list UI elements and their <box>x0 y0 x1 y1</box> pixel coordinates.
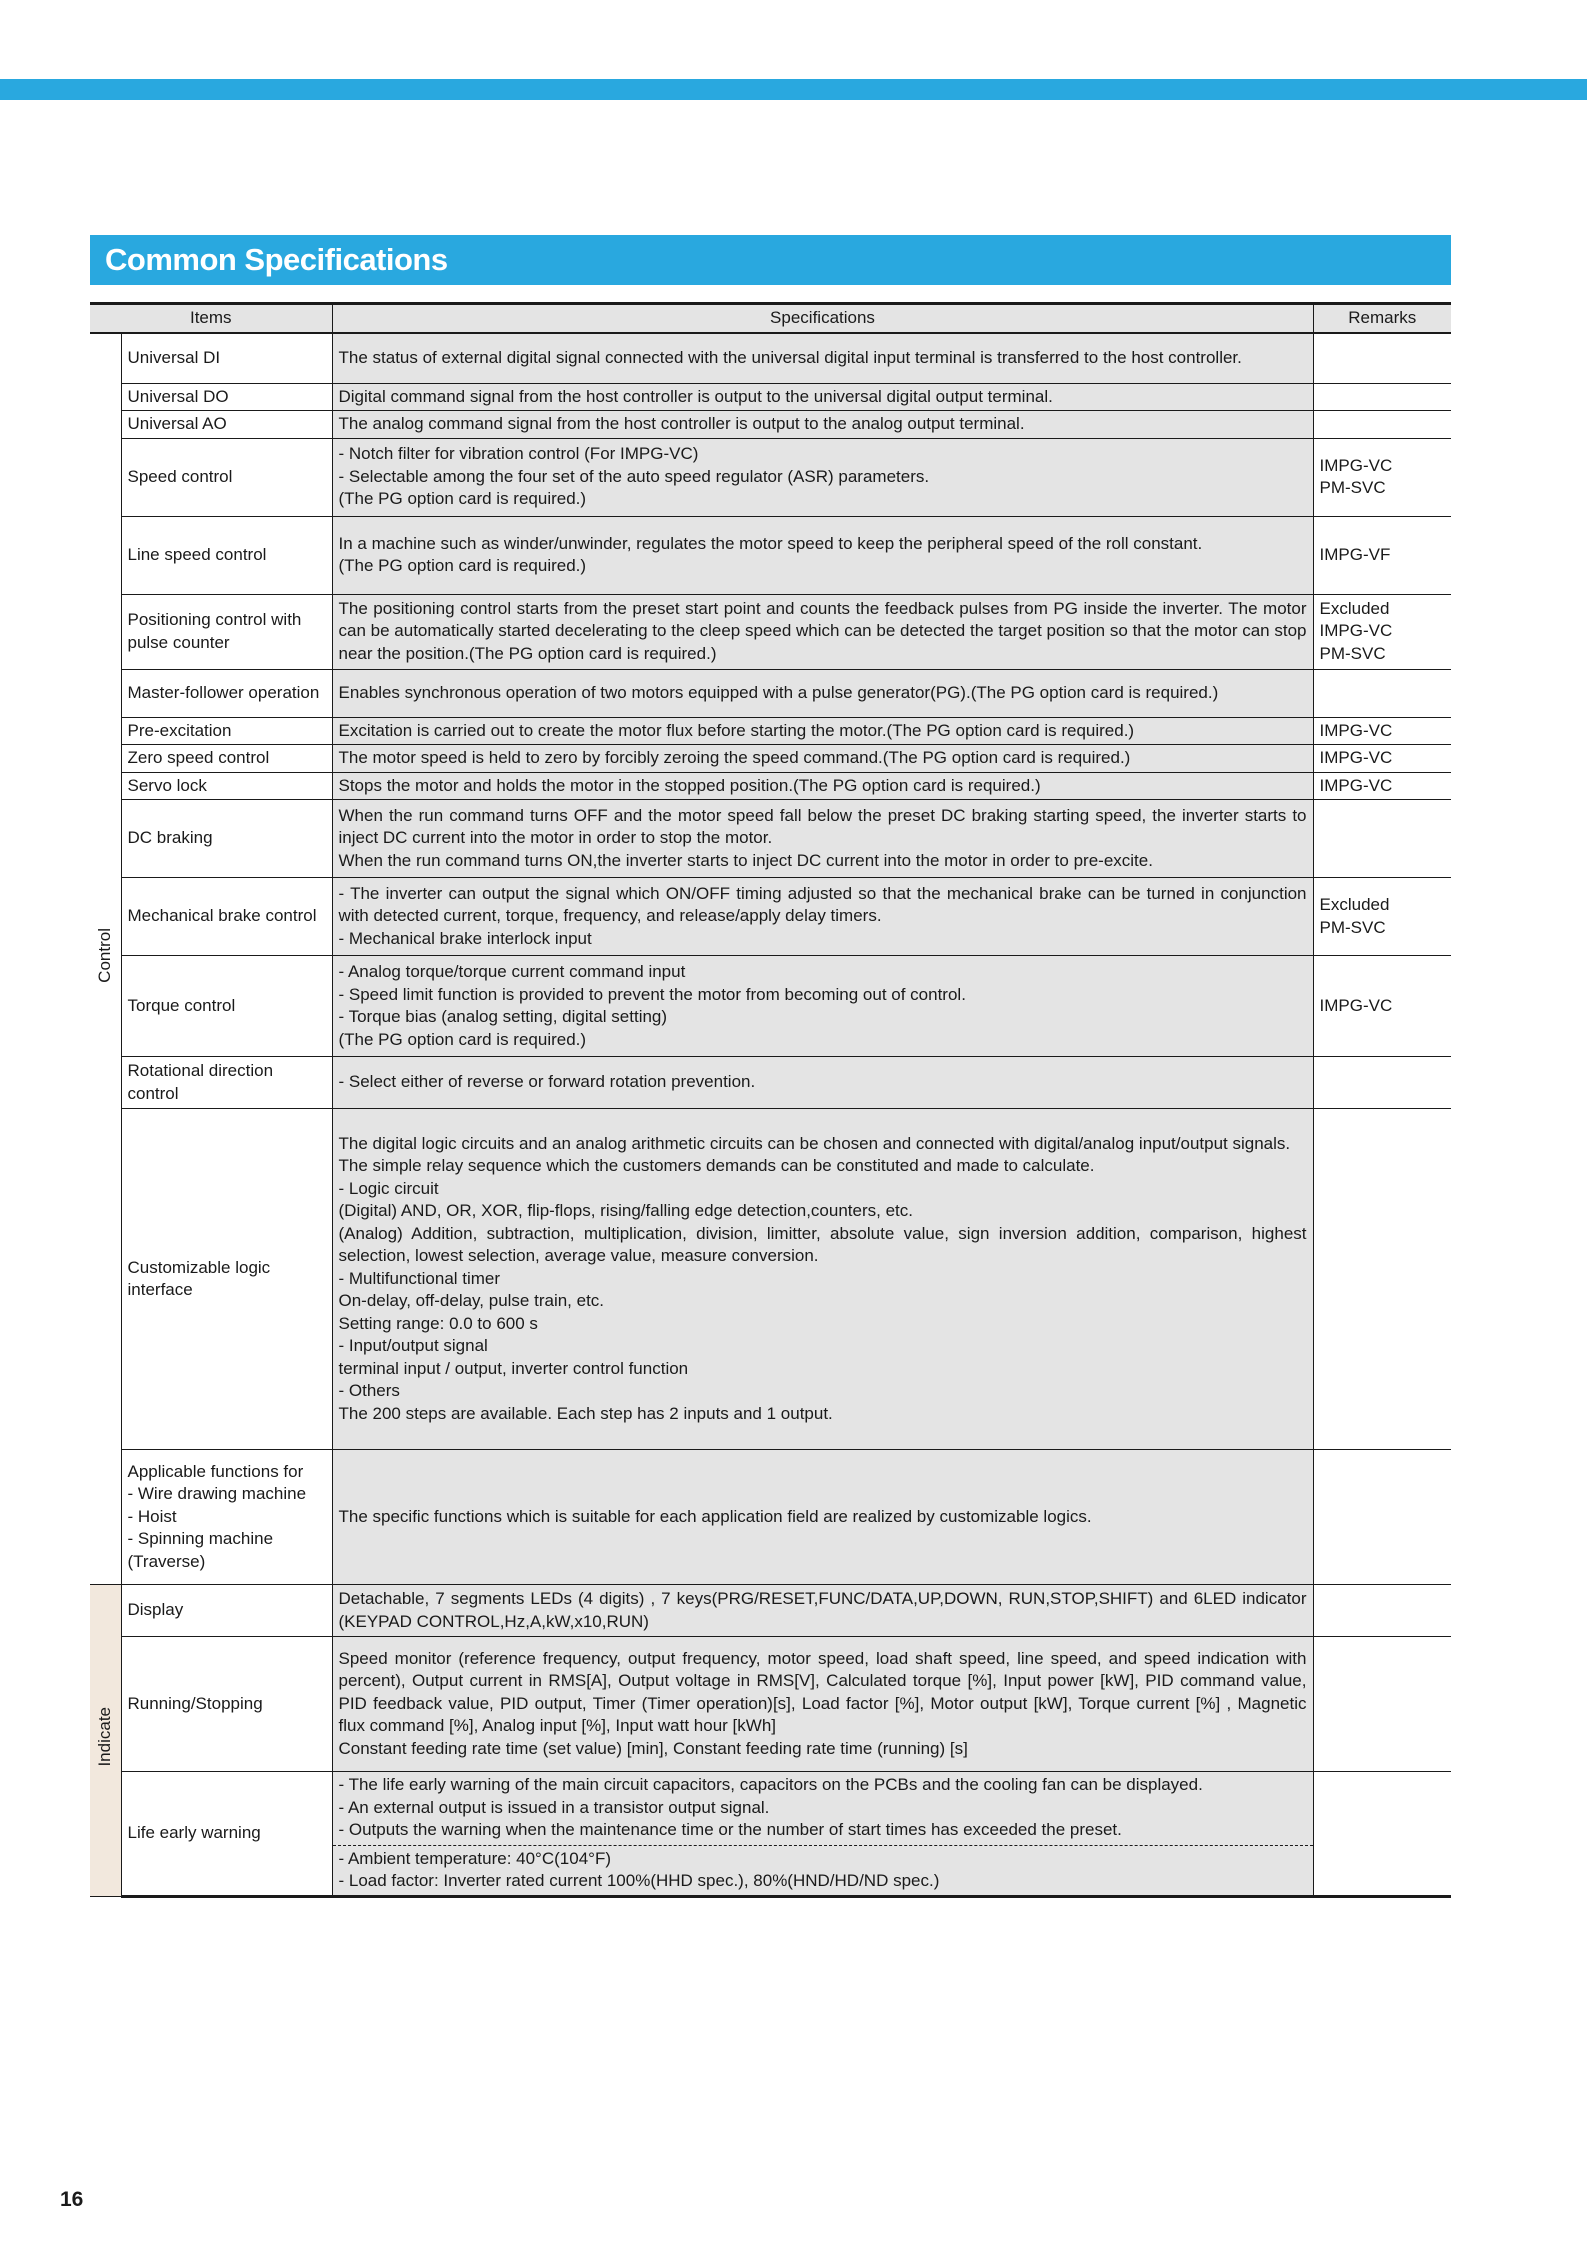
spec-cell <box>332 1109 1313 1450</box>
item-cell: Pre-excitation <box>121 717 332 745</box>
table-row <box>90 1772 1451 1897</box>
spec-line: When the run command turns OFF and the motor speed fall below the preset DC braking starting speed, the inverter starts to inject DC current into the motor in order to stop the motor. <box>338 805 1307 848</box>
spec-line: When the run command turns ON,the inverter starts to inject DC current into the motor in order to pre-excite. <box>338 850 1153 870</box>
spec-cell <box>332 594 1313 669</box>
table-row <box>90 594 1451 669</box>
spec-line: On-delay, off-delay, pulse train, etc. <box>338 1291 605 1311</box>
specifications-table <box>90 302 1451 1898</box>
spec-line: - Input/output signal <box>338 1336 488 1356</box>
spec-line: (The PG option card is required.) <box>338 556 587 575</box>
spec-line: - Selectable among the four set of the auto speed regulator (ASR) parameters. <box>338 466 930 486</box>
remarks-cell <box>1313 1450 1451 1585</box>
spec-line: (The PG option card is required.) <box>338 489 587 509</box>
spec-line: The digital logic circuits and an analog arithmetic circuits can be chosen and connected with digital/analog input/output signals. <box>338 1133 1291 1153</box>
spec-line: The status of external digital signal connected with the universal digital input terminal is transferred to the host controller. <box>338 348 1242 367</box>
table-row <box>90 956 1451 1057</box>
spec-line: Constant feeding rate time (set value) [min], Constant feeding rate time (running) [s] <box>338 1738 968 1758</box>
spec-line: - Torque bias (analog setting, digital setting) <box>338 1007 668 1026</box>
item-cell: Master-follower operation <box>121 669 332 717</box>
spec-line: - Load factor: Inverter rated current 100%(HHD spec.), 80%(HND/HD/ND spec.) <box>338 1871 940 1890</box>
spec-cell <box>332 1450 1313 1585</box>
spec-line: - The inverter can output the signal which ON/OFF timing adjusted so that the mechanical brake can be turned in conjunction with detected current, torque, frequency, and release/apply delay timers. <box>338 883 1307 926</box>
spec-line: In a machine such as winder/unwinder, regulates the motor speed to keep the peripheral speed of the roll constant. <box>338 533 1203 553</box>
item-cell: Customizable logic interface <box>121 1109 332 1450</box>
spec-line: Setting range: 0.0 to 600 s <box>338 1313 538 1333</box>
spec-line: - An external output is issued in a transistor output signal. <box>338 1797 770 1817</box>
remarks-cell <box>1313 333 1451 383</box>
header-items: Items <box>90 304 332 334</box>
spec-line: - Speed limit function is provided to prevent the motor from becoming out of control. <box>338 984 966 1004</box>
remarks-cell: IMPG-VF <box>1313 516 1451 594</box>
remarks-cell <box>1313 800 1451 878</box>
remarks-cell: IMPG-VC <box>1313 745 1451 773</box>
group-label-indicate: Indicate <box>95 1707 114 1767</box>
section-title-bar <box>90 235 1451 285</box>
spec-line: - Mechanical brake interlock input <box>338 928 592 948</box>
table-row <box>90 333 1451 383</box>
item-cell: Mechanical brake control <box>121 878 332 956</box>
item-cell: Display <box>121 1585 332 1637</box>
table-row <box>90 772 1451 800</box>
item-cell: Universal AO <box>121 411 332 439</box>
spec-subsection <box>333 1845 1313 1893</box>
item-cell: Servo lock <box>121 772 332 800</box>
spec-cell <box>332 717 1313 745</box>
spec-line: (Analog) Addition, subtraction, multiplication, division, limitter, absolute value, sign inversion addition, comparison, highest selection, lowest selection, average value, measure conversion. <box>338 1223 1307 1266</box>
remarks-cell <box>1313 669 1451 717</box>
group-control-cell <box>90 333 121 1585</box>
spec-cell <box>332 438 1313 516</box>
remarks-cell: IMPG-VC <box>1313 717 1451 745</box>
spec-cell <box>332 383 1313 411</box>
spec-line: - Select either of reverse or forward rotation prevention. <box>338 1072 756 1092</box>
spec-cell <box>332 956 1313 1057</box>
item-cell: Universal DI <box>121 333 332 383</box>
group-label-control: Control <box>95 928 114 984</box>
item-cell: Torque control <box>121 956 332 1057</box>
table-row <box>90 1450 1451 1585</box>
item-cell: Zero speed control <box>121 745 332 773</box>
item-cell: Rotational direction control <box>121 1057 332 1109</box>
table-header-row <box>90 304 1451 334</box>
spec-line: - Ambient temperature: 40°C(104°F) <box>338 1848 611 1868</box>
spec-cell <box>332 333 1313 383</box>
item-cell: Speed control <box>121 438 332 516</box>
spec-cell <box>332 772 1313 800</box>
spec-line: - Outputs the warning when the maintenance time or the number of start times has exceeded the preset. <box>338 1820 1122 1839</box>
spec-line: Digital command signal from the host controller is output to the universal digital output terminal. <box>338 386 1053 406</box>
spec-line: The analog command signal from the host controller is output to the analog output terminal. <box>338 414 1025 433</box>
item-cell: Line speed control <box>121 516 332 594</box>
remarks-cell <box>1313 1772 1451 1897</box>
spec-cell <box>332 669 1313 717</box>
remarks-cell: IMPG-VC PM-SVC <box>1313 438 1451 516</box>
remarks-cell: Excluded PM-SVC <box>1313 878 1451 956</box>
group-indicate-cell <box>90 1585 121 1897</box>
spec-line: (The PG option card is required.) <box>338 1029 587 1049</box>
spec-cell <box>332 1637 1313 1772</box>
remarks-cell <box>1313 383 1451 411</box>
table-row <box>90 800 1451 878</box>
spec-cell <box>332 878 1313 956</box>
spec-line: Excitation is carried out to create the motor flux before starting the motor.(The PG option card is required.) <box>338 720 1135 740</box>
spec-cell <box>332 1585 1313 1637</box>
table-row <box>90 516 1451 594</box>
table-row <box>90 1585 1451 1637</box>
spec-line: (Digital) AND, OR, XOR, flip-flops, rising/falling edge detection,counters, etc. <box>338 1201 913 1221</box>
table-row <box>90 1057 1451 1109</box>
spec-line: - Others <box>338 1381 400 1401</box>
spec-line: - Analog torque/torque current command input <box>338 962 686 981</box>
spec-line: terminal input / output, inverter control function <box>338 1358 689 1378</box>
table-row <box>90 669 1451 717</box>
spec-cell <box>332 800 1313 878</box>
header-remarks: Remarks <box>1313 304 1451 334</box>
spec-cell <box>332 745 1313 773</box>
spec-cell <box>332 1772 1313 1897</box>
item-cell: DC braking <box>121 800 332 878</box>
spec-line: Enables synchronous operation of two motors equipped with a pulse generator(PG).(The PG option card is required.) <box>338 682 1219 702</box>
spec-line: - The life early warning of the main circuit capacitors, capacitors on the PCBs and the cooling fan can be displayed. <box>338 1775 1203 1794</box>
remarks-cell <box>1313 1057 1451 1109</box>
spec-cell <box>332 1057 1313 1109</box>
item-cell: Universal DO <box>121 383 332 411</box>
spec-cell <box>332 516 1313 594</box>
table-row <box>90 745 1451 773</box>
spec-line: Stops the motor and holds the motor in the stopped position.(The PG option card is required.) <box>338 775 1041 795</box>
table-row <box>90 1637 1451 1772</box>
spec-line: - Multifunctional timer <box>338 1268 501 1288</box>
spec-line: Detachable, 7 segments LEDs (4 digits) , 7 keys(PRG/RESET,FUNC/DATA,UP,DOWN, RUN,STOP,SHIFT) and 6LED indicator (KEYPAD CONTROL,Hz,A,kW,x10,RUN) <box>338 1589 1307 1631</box>
spec-line: Speed monitor (reference frequency, output frequency, motor speed, load shaft speed, line speed, and speed indication with percent), Output current in RMS[A], Output voltage in RMS[V], Calculated torque [%], Input power [kW], PID command value, PID feedback value, PID output, Timer (Timer operation)[s], Load factor [%], Motor output [kW], Torque current [%] , Magnetic flux command [%], Analog input [%], Input watt hour [kWh] <box>338 1648 1307 1736</box>
remarks-cell <box>1313 1109 1451 1450</box>
spec-line: The 200 steps are available. Each step has 2 inputs and 1 output. <box>338 1403 833 1423</box>
table-row <box>90 438 1451 516</box>
spec-line: The motor speed is held to zero by forcibly zeroing the speed command.(The PG option card is required.) <box>338 748 1131 767</box>
table-row <box>90 878 1451 956</box>
table-row <box>90 1109 1451 1450</box>
spec-line: - Notch filter for vibration control (For IMPG-VC) <box>338 444 699 464</box>
remarks-cell: Excluded IMPG-VC PM-SVC <box>1313 594 1451 669</box>
item-cell: Running/Stopping <box>121 1637 332 1772</box>
remarks-cell <box>1313 1637 1451 1772</box>
spec-cell <box>332 411 1313 439</box>
top-accent-band <box>0 79 1587 100</box>
remarks-cell: IMPG-VC <box>1313 956 1451 1057</box>
table-row <box>90 411 1451 439</box>
spec-line: - Logic circuit <box>338 1178 439 1198</box>
section-title: Common Specifications <box>105 242 448 277</box>
table-row <box>90 383 1451 411</box>
remarks-cell <box>1313 1585 1451 1637</box>
item-cell: Applicable functions for - Wire drawing machine - Hoist - Spinning machine (Traverse) <box>121 1450 332 1585</box>
table-row <box>90 717 1451 745</box>
spec-line: The specific functions which is suitable for each application field are realized by customizable logics. <box>338 1506 1092 1526</box>
page-number: 16 <box>60 2188 84 2211</box>
item-cell: Positioning control with pulse counter <box>121 594 332 669</box>
item-cell: Life early warning <box>121 1772 332 1897</box>
header-specifications: Specifications <box>332 304 1313 334</box>
spec-line: The positioning control starts from the preset start point and counts the feedback pulses from PG inside the inverter. The motor can be automatically started decelerating to the cleep speed which can be detected the target position so that the motor can stop near the position.(The PG option card is required.) <box>338 598 1307 663</box>
spec-line: The simple relay sequence which the customers demands can be constituted and made to calculate. <box>338 1156 1095 1176</box>
remarks-cell: IMPG-VC <box>1313 772 1451 800</box>
remarks-cell <box>1313 411 1451 439</box>
